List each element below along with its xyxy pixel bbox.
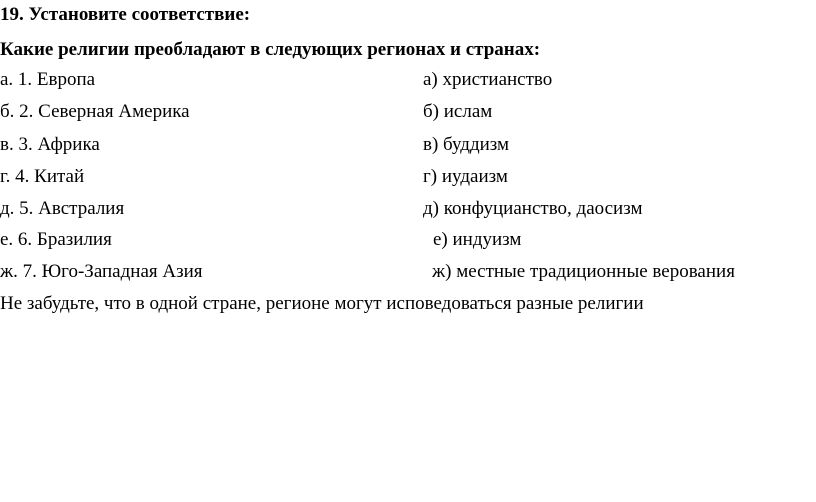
reminder-note: Не забудьте, что в одной стране, регионе могут исповедоваться разные религии bbox=[0, 293, 644, 314]
task-question: Какие религии преобладают в следующих регионах и странах: bbox=[0, 39, 541, 60]
region-item-china: г. 4. Китай bbox=[0, 166, 85, 187]
religion-item-christianity: а) христианство bbox=[423, 69, 553, 90]
region-item-africa: в. 3. Африка bbox=[0, 134, 100, 155]
region-item-brazil: е. 6. Бразилия bbox=[0, 229, 112, 250]
religion-item-confucianism: д) конфуцианство, даосизм bbox=[423, 198, 643, 219]
religion-item-buddhism: в) буддизм bbox=[423, 134, 510, 155]
task-heading: 19. Установите соответствие: bbox=[0, 4, 251, 25]
region-item-europe: а. 1. Европа bbox=[0, 69, 96, 90]
religion-item-judaism: г) иудаизм bbox=[423, 166, 508, 187]
religion-item-islam: б) ислам bbox=[423, 101, 493, 122]
region-item-southwest-asia: ж. 7. Юго-Западная Азия bbox=[0, 261, 203, 282]
region-item-north-america: б. 2. Северная Америка bbox=[0, 101, 190, 122]
region-item-australia: д. 5. Австралия bbox=[0, 198, 125, 219]
religion-item-traditional-beliefs: ж) местные традиционные верования bbox=[432, 261, 735, 282]
religion-item-hinduism: е) индуизм bbox=[433, 229, 522, 250]
